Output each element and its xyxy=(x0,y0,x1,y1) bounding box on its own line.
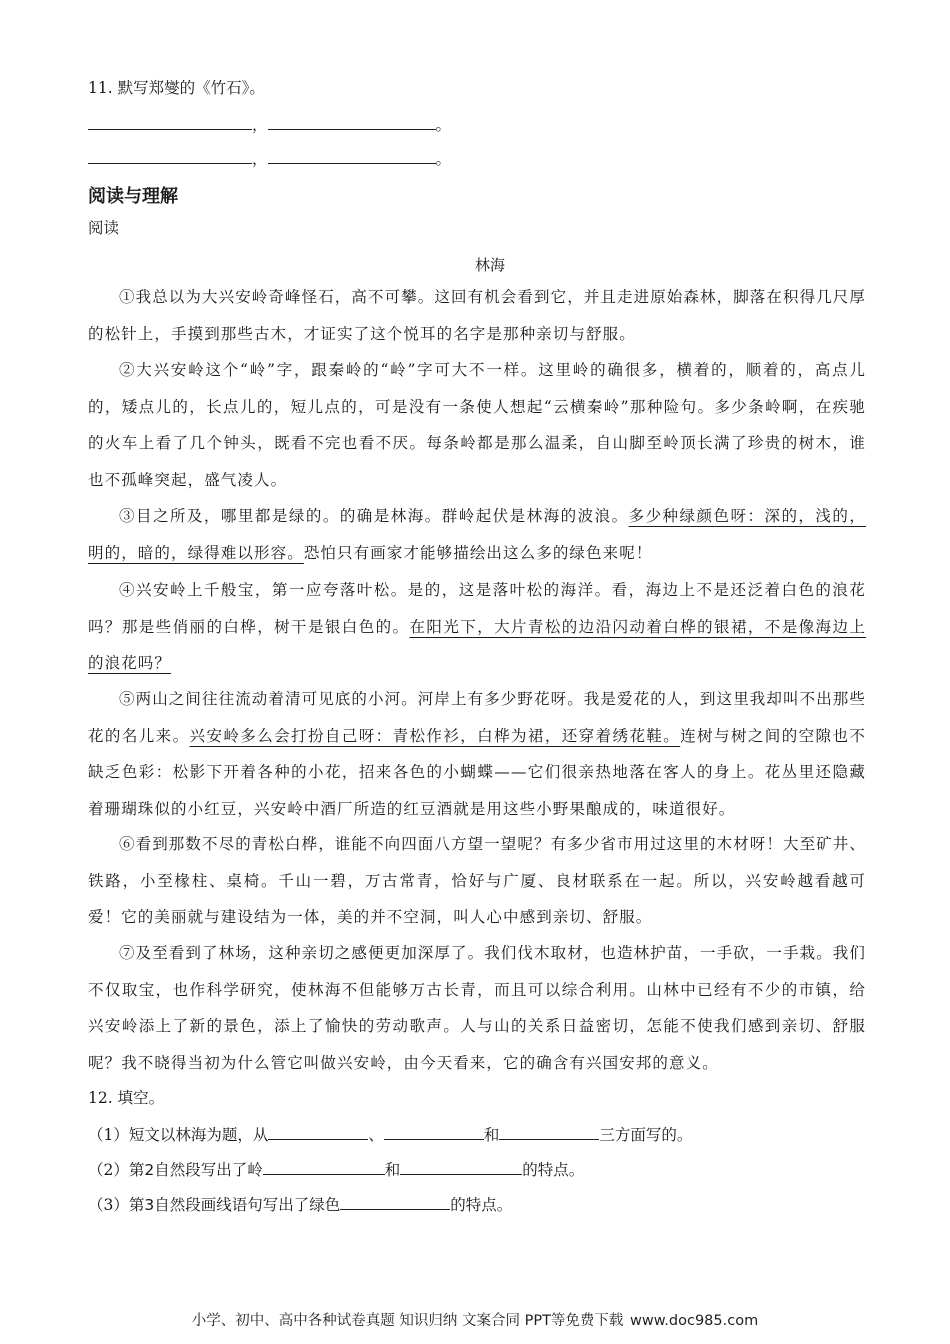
q12-1-text: （1）短文以林海为题，从 xyxy=(88,1126,269,1144)
q12-3-text: （3）第 xyxy=(88,1196,145,1214)
section-title: 阅读与理解 xyxy=(88,186,178,207)
answer-blank[interactable] xyxy=(263,1159,385,1175)
q12-2-text: 自然段写出了岭 xyxy=(154,1161,263,1179)
underlined-sentence: 兴安岭多么会打扮自己呀：青松作衫，白桦为裙，还穿着绣花鞋。 xyxy=(189,726,681,745)
paragraph-3 xyxy=(88,498,866,571)
paragraph-5-text: ⑤两山之间往往流动着清可见底的小河。河岸上有多少野花呀。我是爱花的人，到这里我却叫不出那些花的名儿来。 xyxy=(88,690,867,745)
q12-1-text: 三方面写的。 xyxy=(599,1126,693,1144)
paragraph-2: ②大兴安岭这个“岭”字，跟秦岭的“岭”字可大不一样。这里岭的确很多，横着的，顺着的，高点儿的，矮点儿的，长点儿的，短儿点的，可是没有一条使人想起“云横秦岭”那种险句。多少条岭啊，在疾驰的火车上看了几个钟头，既看不完也看不厌。每条岭都是那么温柔，自山脚至岭顶长满了珍贵的树木，谁也不孤峰突起，盛气凌人。 xyxy=(88,361,866,489)
footer-url[interactable]: www.doc985.com xyxy=(630,1313,759,1329)
paragraph-7: ⑦及至看到了林场，这种亲切之感便更加深厚了。我们伐木取材，也造林护苗，一手砍，一手栽。我们不仅取宝，也作科学研究，使林海不但能够万古长青，而且可以综合利用。山林中已经有不少的市镇，给兴安岭添上了新的景色，添上了愉快的劳动歌声。人与山的关系日益密切，怎能不使我们感到亲切、舒服呢？我不晓得当初为什么管它叫做兴安岭，由今天看来，它的确含有兴国安邦的意义。 xyxy=(88,944,867,1072)
underlined-sentence: 多少种绿颜色呀：深的，浅的，明的，暗的，绿得难以形容。 xyxy=(88,507,866,562)
answer-blank[interactable] xyxy=(384,1124,484,1140)
comma: ， xyxy=(252,116,268,134)
comma: ， xyxy=(252,150,268,168)
paragraph-number: 2 xyxy=(144,1161,155,1179)
q12-2-text: （2）第 xyxy=(88,1161,145,1179)
answer-blank[interactable] xyxy=(499,1124,599,1140)
answer-blank[interactable] xyxy=(268,148,436,164)
passage-title: 林海 xyxy=(474,256,505,274)
q11-line-1 xyxy=(88,114,451,135)
answer-blank[interactable] xyxy=(88,114,252,130)
page-footer xyxy=(0,1309,950,1330)
paragraph-4-text: ④兴安岭上千般宝，第一应夸落叶松。是的，这是落叶松的海洋。看，海边上不是还泛着白色的浪花吗？那是些俏丽的白桦，树干是银白色的。 xyxy=(88,581,866,636)
underlined-sentence: 在阳光下，大片青松的边沿闪动着白桦的银裙，不是像海边上的浪花吗？ xyxy=(88,617,867,672)
q12-item-3 xyxy=(88,1194,512,1215)
q11-prompt: 11. 默写郑燮的《竹石》。 xyxy=(88,79,265,97)
q12-2-text: 的特点。 xyxy=(522,1161,585,1179)
answer-blank[interactable] xyxy=(268,1124,368,1140)
q11-line-2 xyxy=(88,148,451,169)
paragraph-4 xyxy=(88,572,866,682)
q12-prompt: 12. 填空。 xyxy=(88,1089,165,1107)
q12-item-2 xyxy=(88,1159,584,1180)
period: 。 xyxy=(435,116,452,134)
paragraph-5 xyxy=(88,681,866,827)
q12-3-text: 自然段画线语句写出了绿色 xyxy=(154,1196,341,1214)
separator: 和 xyxy=(483,1126,500,1144)
reading-label: 阅读 xyxy=(88,219,120,237)
paragraph-3-text: ③目之所及，哪里都是绿的。的确是林海。群岭起伏是林海的波浪。 xyxy=(119,507,629,525)
period: 。 xyxy=(435,150,452,168)
footer-text: 小学、初中、高中各种试卷真题 知识归纳 文案合同 PPT等免费下载 xyxy=(191,1313,624,1329)
paragraph-3-text: 恐怕只有画家才能够描绘出这么多的绿色来呢！ xyxy=(303,543,653,562)
separator: 和 xyxy=(384,1161,401,1179)
paragraph-number: 3 xyxy=(144,1196,155,1214)
q12-item-1 xyxy=(88,1124,692,1145)
paragraph-6: ⑥看到那数不尽的青松白桦，谁能不向四面八方望一望呢？有多少省市用过这里的木材呀！大至矿井、铁路，小至椽柱、桌椅。千山一碧，万古常青，恰好与广厦、良材联系在一起。所以，兴安岭越看越可爱！它的美丽就与建设结为一体，美的并不空洞，叫人心中感到亲切、舒服。 xyxy=(88,835,867,926)
answer-blank[interactable] xyxy=(268,114,436,130)
separator: 、 xyxy=(368,1126,384,1144)
paragraph-1: ①我总以为大兴安岭奇峰怪石，高不可攀。这回有机会看到它，并且走进原始森林，脚落在积得几尺厚的松针上，手摸到那些古木，才证实了这个悦耳的名字是那种亲切与舒服。 xyxy=(88,288,867,343)
paragraph-5-text: 连树与树之间的空隙也不缺乏色彩：松影下开着各种的小花，招来各色的小蝴蝶——它们很亲热地落在客人的身上。花丛里还隐藏着珊瑚珠似的小红豆，兴安岭中酒厂所造的红豆酒就是用这些小野果酿成的，味道很好。 xyxy=(88,726,866,818)
answer-blank[interactable] xyxy=(88,148,252,164)
q12-3-text: 的特点。 xyxy=(450,1196,513,1214)
answer-blank[interactable] xyxy=(400,1159,522,1175)
answer-blank[interactable] xyxy=(340,1194,450,1210)
